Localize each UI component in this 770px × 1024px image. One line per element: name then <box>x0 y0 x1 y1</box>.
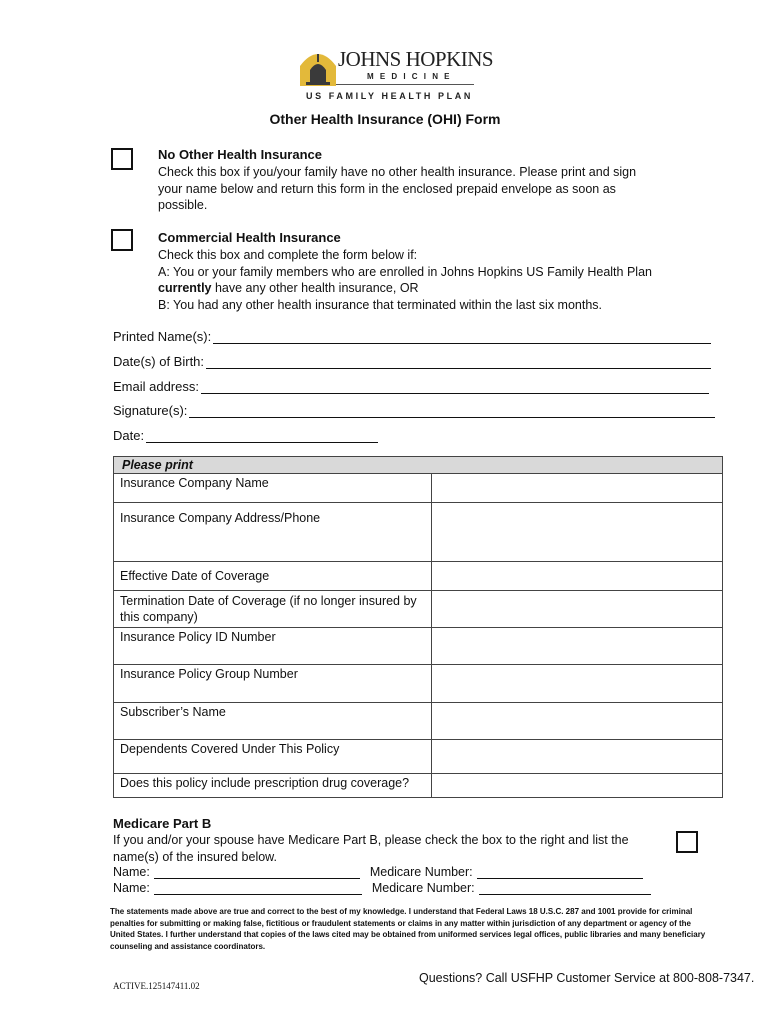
date-field[interactable] <box>113 428 378 443</box>
name-line[interactable] <box>154 882 362 895</box>
row-label: Subscriber’s Name <box>114 703 432 740</box>
row-label: Dependents Covered Under This Policy <box>114 740 432 774</box>
contact-info: Questions? Call USFHP Customer Service at 800-808-7347. <box>419 971 755 985</box>
email-line[interactable] <box>201 381 709 394</box>
option-2-heading: Commercial Health Insurance <box>158 230 341 245</box>
medicare-number-line[interactable] <box>479 882 651 895</box>
table-row <box>114 665 723 703</box>
medicare-part-b-checkbox[interactable] <box>676 831 698 853</box>
commercial-insurance-checkbox[interactable] <box>111 229 133 251</box>
medicare-name-row-2 <box>113 881 651 895</box>
effective-date-input[interactable] <box>432 562 723 591</box>
option-2-line-3-rest: have any other health insurance, OR <box>211 281 419 295</box>
signature-line[interactable] <box>189 405 715 418</box>
row-label: Insurance Company Name <box>114 474 432 503</box>
table-row <box>114 740 723 774</box>
policy-group-input[interactable] <box>432 665 723 703</box>
signature-field[interactable] <box>113 403 715 418</box>
table-row <box>114 591 723 628</box>
name-label: Name: <box>113 865 150 879</box>
option-2-line-4: B: You had any other health insurance that terminated within the last six months. <box>158 297 603 312</box>
medicare-number-line[interactable] <box>477 866 643 879</box>
logo-divider <box>336 84 474 85</box>
table-row <box>114 703 723 740</box>
row-label: Effective Date of Coverage <box>114 562 432 591</box>
table-row <box>114 774 723 798</box>
dates-of-birth-line[interactable] <box>206 356 711 369</box>
dates-of-birth-field[interactable] <box>113 354 711 369</box>
insurance-company-address-input[interactable] <box>432 503 723 562</box>
table-header-row <box>114 457 723 474</box>
row-label: Insurance Policy ID Number <box>114 628 432 665</box>
row-label: Termination Date of Coverage (if no longer insured by this company) <box>114 591 432 628</box>
page-title: Other Health Insurance (OHI) Form <box>269 111 501 127</box>
prescription-coverage-input[interactable] <box>432 774 723 798</box>
subscriber-name-input[interactable] <box>432 703 723 740</box>
option-2-line-2: A: You or your family members who are enrolled in Johns Hopkins US Family Health Plan <box>158 264 652 279</box>
option-2-text <box>158 247 678 313</box>
name-line[interactable] <box>154 866 360 879</box>
option-2-line-1: Check this box and complete the form below if: <box>158 248 418 262</box>
row-label: Does this policy include prescription drug coverage? <box>114 774 432 798</box>
option-1-heading: No Other Health Insurance <box>158 147 322 162</box>
dates-of-birth-label: Date(s) of Birth: <box>113 354 205 369</box>
email-label: Email address: <box>113 379 199 394</box>
option-1-text: Check this box if you/your family have no other health insurance. Please print and sign your name below and return this form in the enclosed prepaid envelope as soon as possible. <box>158 165 637 212</box>
termination-date-input[interactable] <box>432 591 723 628</box>
currently-emphasis: currently <box>158 281 212 295</box>
table-row <box>114 503 723 562</box>
table-header: Please print <box>114 457 723 474</box>
medicare-text: If you and/or your spouse have Medicare Part B, please check the box to the right and list the name(s) of the insured below. <box>113 833 629 864</box>
table-row <box>114 628 723 665</box>
name-label: Name: <box>113 881 150 895</box>
email-field[interactable] <box>113 379 709 394</box>
table-row <box>114 474 723 503</box>
medicare-number-label: Medicare Number: <box>369 865 473 879</box>
row-label: Insurance Company Address/Phone <box>114 503 432 562</box>
signature-label: Signature(s): <box>113 403 188 418</box>
medicare-name-row-1 <box>113 865 643 879</box>
medicare-heading: Medicare Part B <box>113 816 212 831</box>
printed-names-line[interactable] <box>213 331 711 344</box>
row-label: Insurance Policy Group Number <box>114 665 432 703</box>
plan-name: US FAMILY HEALTH PLAN <box>306 91 473 101</box>
no-other-insurance-checkbox[interactable] <box>111 148 133 170</box>
dependents-covered-input[interactable] <box>432 740 723 774</box>
dome-logo-icon <box>298 46 338 88</box>
policy-id-input[interactable] <box>432 628 723 665</box>
date-line[interactable] <box>146 430 378 443</box>
insurance-info-table <box>113 456 723 798</box>
document-id: ACTIVE.125147411.02 <box>113 981 200 991</box>
option-2-line-3 <box>158 280 678 297</box>
insurance-company-name-input[interactable] <box>432 474 723 503</box>
printed-names-field[interactable] <box>113 329 711 344</box>
date-label: Date: <box>113 428 145 443</box>
legal-statement: The statements made above are true and correct to the best of my knowledge. I understand that Federal Laws 18 U.S.C. 287 and 1001 provide for criminal penalties for submitting or making false, fictitious or fraudulent statements or claims in any matter within jurisdiction of any department or agency of the United States. I further understand that copies of the laws cited may be obtained from uniformed services legal offices, public libraries and many beneficiary counseling and assistance coordinators. <box>110 907 706 951</box>
table-row <box>114 562 723 591</box>
org-subtitle: MEDICINE <box>367 72 456 81</box>
medicare-number-label: Medicare Number: <box>371 881 475 895</box>
org-name: JOHNS HOPKINS <box>338 47 494 71</box>
printed-names-label: Printed Name(s): <box>113 329 212 344</box>
